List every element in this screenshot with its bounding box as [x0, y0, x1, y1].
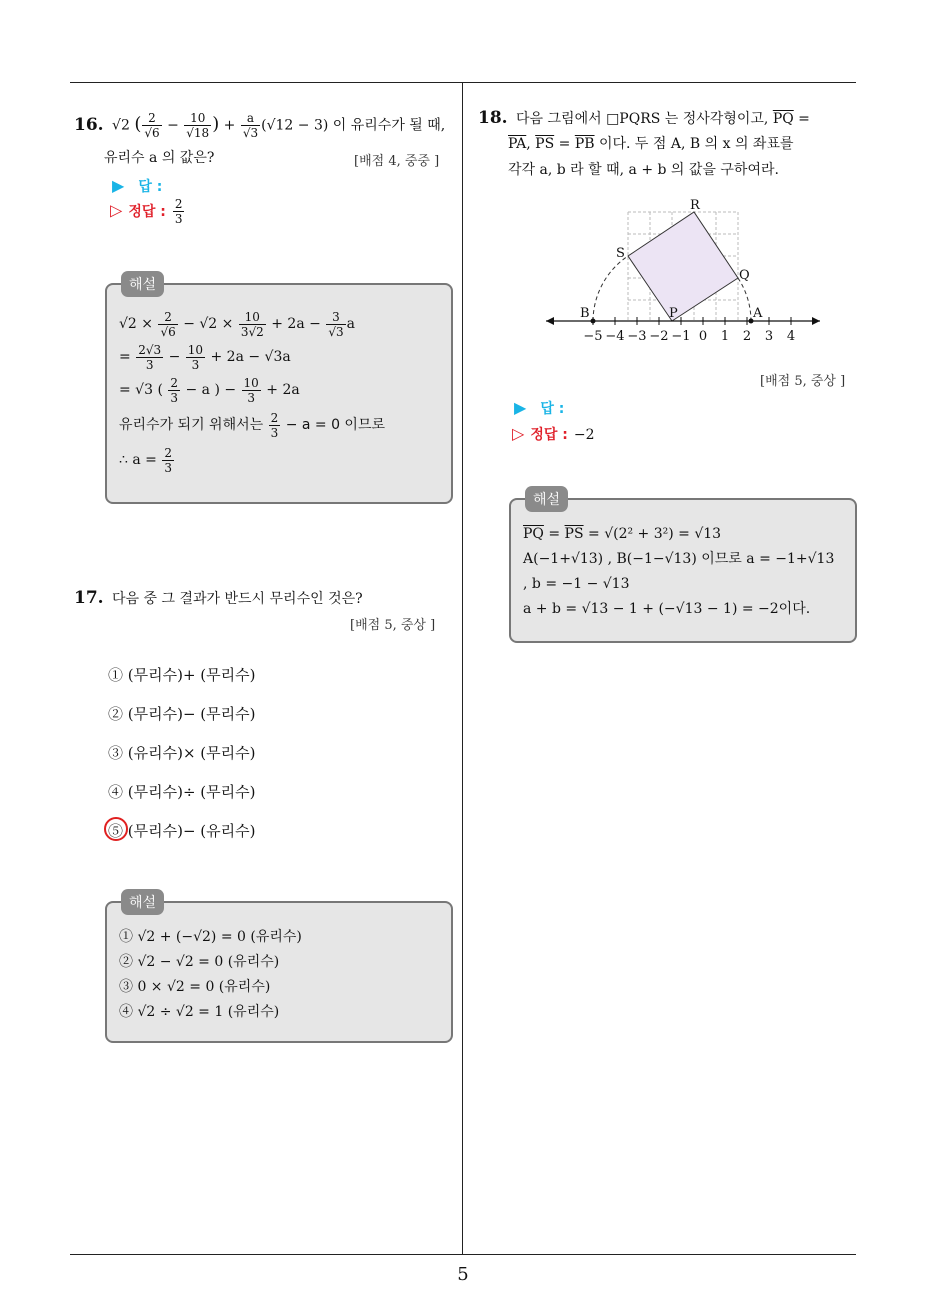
q16-frac-2: $\frac{10}{√18}$ [186, 111, 210, 140]
square-pqrs [628, 212, 738, 321]
tick-label: −1 [671, 329, 691, 344]
q17-ex-line-1: ① √2 + (−√2) = 0 (유리수) [119, 929, 302, 945]
question-number: 18. [478, 108, 508, 128]
arc-pq-to-a [738, 278, 751, 321]
question-17 [74, 586, 363, 611]
q16-frac-1: $\frac{2}{√6}$ [144, 111, 160, 140]
choice-3[interactable]: ③ (유리수)× (무리수) [108, 744, 256, 762]
tick-label: 1 [720, 329, 730, 344]
q16-correct-row [110, 198, 185, 225]
q18-score: [배점 5, 중상 ] [760, 374, 846, 389]
q18-correct-value: −2 [573, 427, 595, 443]
page-number: 5 [457, 1264, 469, 1285]
q17-ex-line-2: ② √2 − √2 = 0 (유리수) [119, 954, 280, 970]
q17-explanation-box [105, 895, 453, 1043]
correct-arrow-icon: ▷ [110, 200, 123, 220]
right-arrow-icon [812, 317, 820, 325]
q17-text: 다음 중 그 결과가 반드시 무리수인 것은? [112, 591, 363, 607]
q16-answer-row [112, 176, 162, 196]
tick-label: −2 [649, 329, 669, 344]
tick-label: 3 [764, 329, 774, 344]
label-r: R [690, 198, 700, 213]
q16-ex-line-5: ∴ a = $\frac{2}{3}$ [119, 445, 172, 475]
tick-label: 0 [698, 329, 708, 344]
q18-explanation-box [509, 492, 857, 643]
tick-labels [583, 329, 795, 344]
answer-arrow-icon: ▶ [112, 176, 125, 195]
tick-label: 2 [742, 329, 752, 344]
q18-ex-line-3: , b = −1 − √13 [523, 576, 630, 592]
q16-explanation-box [105, 277, 453, 504]
choice-5[interactable]: ⑤ (무리수)− (유리수) [108, 822, 256, 840]
point-b-dot [591, 319, 596, 324]
selected-answer-circle-icon [104, 817, 128, 841]
correct-label: 정답 : [530, 427, 568, 443]
q16-correct-value: $\frac{2}{3}$ [174, 197, 183, 226]
q18-line2: $\overline{PA}$, $\overline{PS} = \overline{PB}$ 이다. 두 점 A, B 의 x 의 좌표를 [508, 136, 794, 152]
q16-ex-line-2: = $\frac{2√3}{3}$ − $\frac{10}{3}$ + 2a − √3a [119, 342, 291, 372]
left-arrow-icon [546, 317, 554, 325]
q18-ex-line-2: A(−1+√13) , B(−1−√13) 이므로 a = −1+√13 [523, 551, 835, 567]
q16-line2: 유리수 a 의 값은? [104, 150, 215, 166]
q18-line3: 각각 a, b 라 할 때, a + b 의 값을 구하여라. [508, 162, 779, 178]
q17-ex-line-4: ④ √2 ÷ √2 = 1 (유리수) [119, 1004, 280, 1020]
tick-label: −3 [627, 329, 647, 344]
q16-sqrt2: √2 [112, 117, 130, 134]
explanation-tag: 해설 [121, 889, 164, 915]
column-divider [462, 82, 463, 1254]
q17-score: [배점 5, 중상 ] [350, 618, 436, 633]
tick-label: 4 [786, 329, 796, 344]
q18-answer-row [514, 398, 564, 418]
question-18: 18. 다음 그림에서 □PQRS 는 정사각형이고, $\overline{PQ}$ = [478, 108, 810, 128]
label-p: P [669, 306, 678, 321]
correct-arrow-icon: ▷ [512, 424, 525, 443]
bottom-rule [70, 1254, 856, 1255]
q16-frac-3: $\frac{a}{√3}$ [242, 111, 259, 140]
choice-4[interactable]: ④ (무리수)÷ (무리수) [108, 783, 256, 801]
tick-label: −4 [605, 329, 625, 344]
label-s: S [616, 246, 625, 261]
label-b: B [580, 306, 590, 321]
correct-label: 정답 : [128, 203, 166, 220]
q16-score: [배점 4, 중중 ] [354, 154, 440, 169]
coordinate-figure [540, 195, 830, 350]
answer-label: 답 : [540, 401, 565, 417]
q16-text-tail: (√12 − 3) 이 유리수가 될 때, [261, 117, 446, 134]
q16-ex-line-3: = √3 ( $\frac{2}{3}$ − a ) − $\frac{10}{3}$ + 2a [119, 375, 300, 405]
label-a: A [753, 306, 763, 321]
question-number: 17. [74, 588, 104, 608]
tick-label: −5 [583, 329, 603, 344]
q18-ex-line-4: a + b = √13 − 1 + (−√13 − 1) = −2이다. [523, 601, 811, 617]
question-number: 16. [74, 114, 104, 135]
choice-1[interactable]: ① (무리수)+ (무리수) [108, 666, 256, 684]
q17-ex-line-3: ③ 0 × √2 = 0 (유리수) [119, 979, 271, 995]
choice-2[interactable]: ② (무리수)− (무리수) [108, 705, 256, 723]
question-16: 16. √2 ( $\frac{2}{√6}$ − $\frac{10}{√18}$ ) + $\frac{a}{√3}$ (√12 − 3) 이 유리수가 될 때, [74, 111, 446, 140]
answer-arrow-icon: ▶ [514, 398, 527, 417]
q16-ex-line-4: 유리수가 되기 위해서는 $\frac{2}{3}$ − a = 0 이므로 [119, 410, 386, 440]
arc-ps-to-b [593, 256, 628, 321]
q18-ex-line-1: $\overline{PQ} = \overline{PS} = √(2^2 + 3^2) = √13$ [523, 526, 722, 542]
explanation-tag: 해설 [525, 486, 568, 512]
top-rule [70, 82, 856, 83]
explanation-tag: 해설 [121, 271, 164, 297]
q16-ex-line-1: √2 × $\frac{2}{√6}$ − √2 × $\frac{10}{3√2}$ + 2a − $\frac{3}{√3}$ a [119, 309, 355, 339]
q18-correct-row [512, 424, 594, 444]
label-q: Q [739, 268, 750, 283]
answer-label: 답 : [138, 179, 163, 195]
